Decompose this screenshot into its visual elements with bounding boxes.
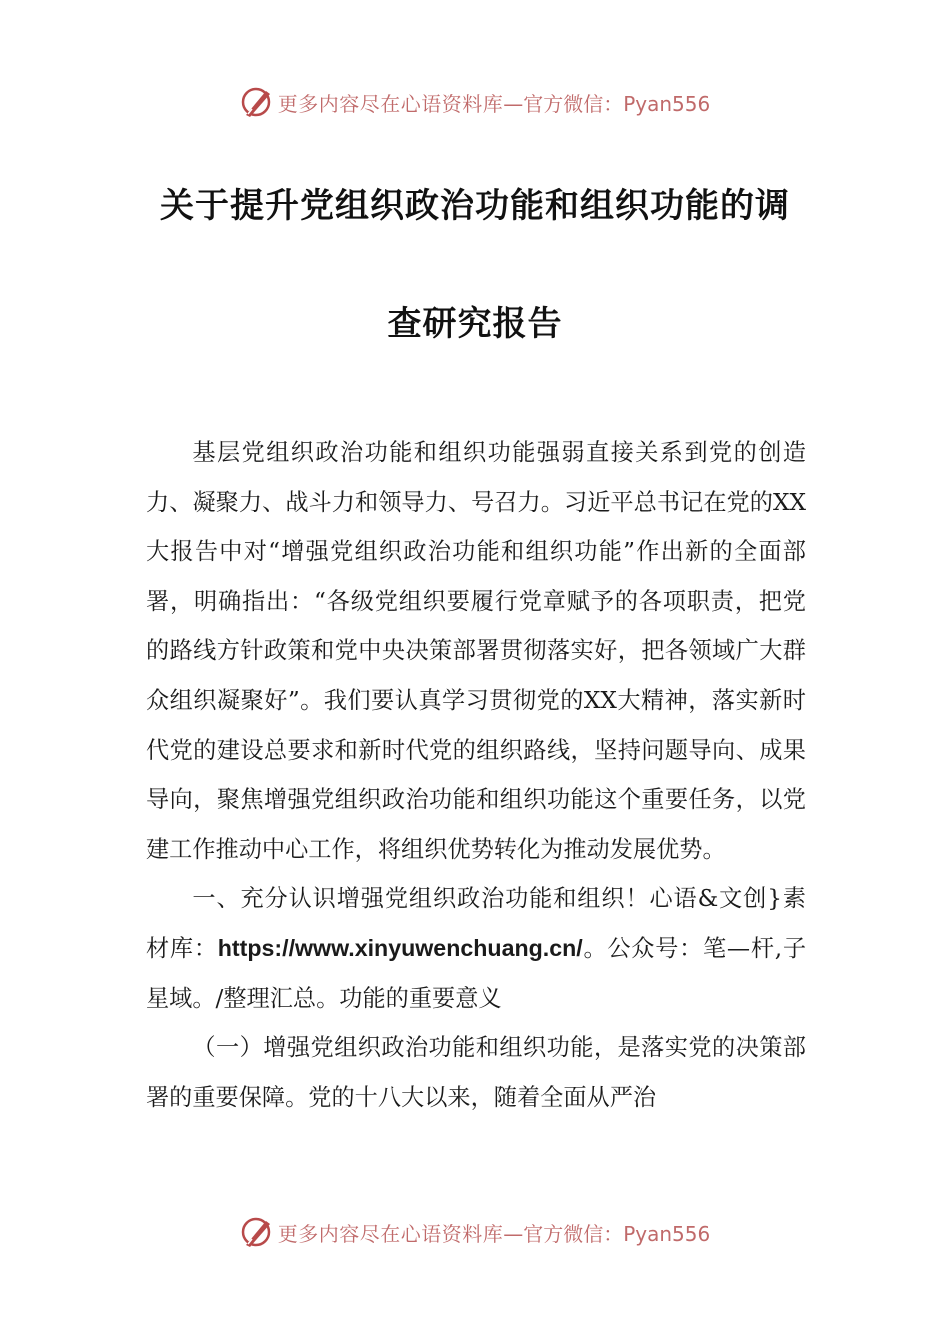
document-body [146, 428, 806, 1122]
footer-banner [0, 1212, 950, 1252]
paragraph-intro: 基层党组织政治功能和组织功能强弱直接关系到党的创造力、凝聚力、战斗力和领导力、号召力。习近平总书记在党的XX大报告中对“增强党组织政治功能和组织功能”作出新的全面部署，明确指出：“各级党组织要履行党章赋予的各项职责，把党的路线方针政策和党中央决策部署贯彻落实好，把各领域广大群众组织凝聚好”。我们要认真学习贯彻党的XX大精神，落实新时代党的建设总要求和新时代党的组织路线，坚持问题导向、成果导向，聚焦增强党组织政治功能和组织功能这个重要任务，以党建工作推动中心工作，将组织优势转化为推动发展优势。 [146, 439, 806, 863]
footer-wechat-label: —官方微信：Pyan556 [503, 1221, 711, 1246]
paragraph-section-heading [146, 874, 806, 1023]
paragraph-subsection-1: （一）增强党组织政治功能和组织功能，是落实党的决策部署的重要保障。党的十八大以来，随着全面从严治 [146, 1034, 806, 1111]
website-link[interactable]: https://www.xinyuwenchuang.cn/ [217, 934, 583, 961]
pen-logo-icon [240, 85, 274, 119]
document-title-line-2: 查研究报告 [387, 304, 563, 344]
header-banner [0, 82, 950, 122]
section-heading-text: 一、充分认识增强党组织政治功能和组织！心语&文创}素材库： [146, 885, 806, 962]
header-brand-text: 更多内容尽在心语资料库 [277, 91, 504, 116]
footer-brand-text: 更多内容尽在心语资料库 [277, 1221, 504, 1246]
document-title-line-1: 关于提升党组织政治功能和组织功能的调 [160, 186, 790, 226]
section-heading-suffix: 。公众号：笔—杆,子星域。/整理汇总。功能的重要意义 [146, 934, 807, 1012]
pen-logo-icon [240, 1215, 274, 1249]
header-wechat-label: —官方微信：Pyan556 [503, 91, 711, 116]
